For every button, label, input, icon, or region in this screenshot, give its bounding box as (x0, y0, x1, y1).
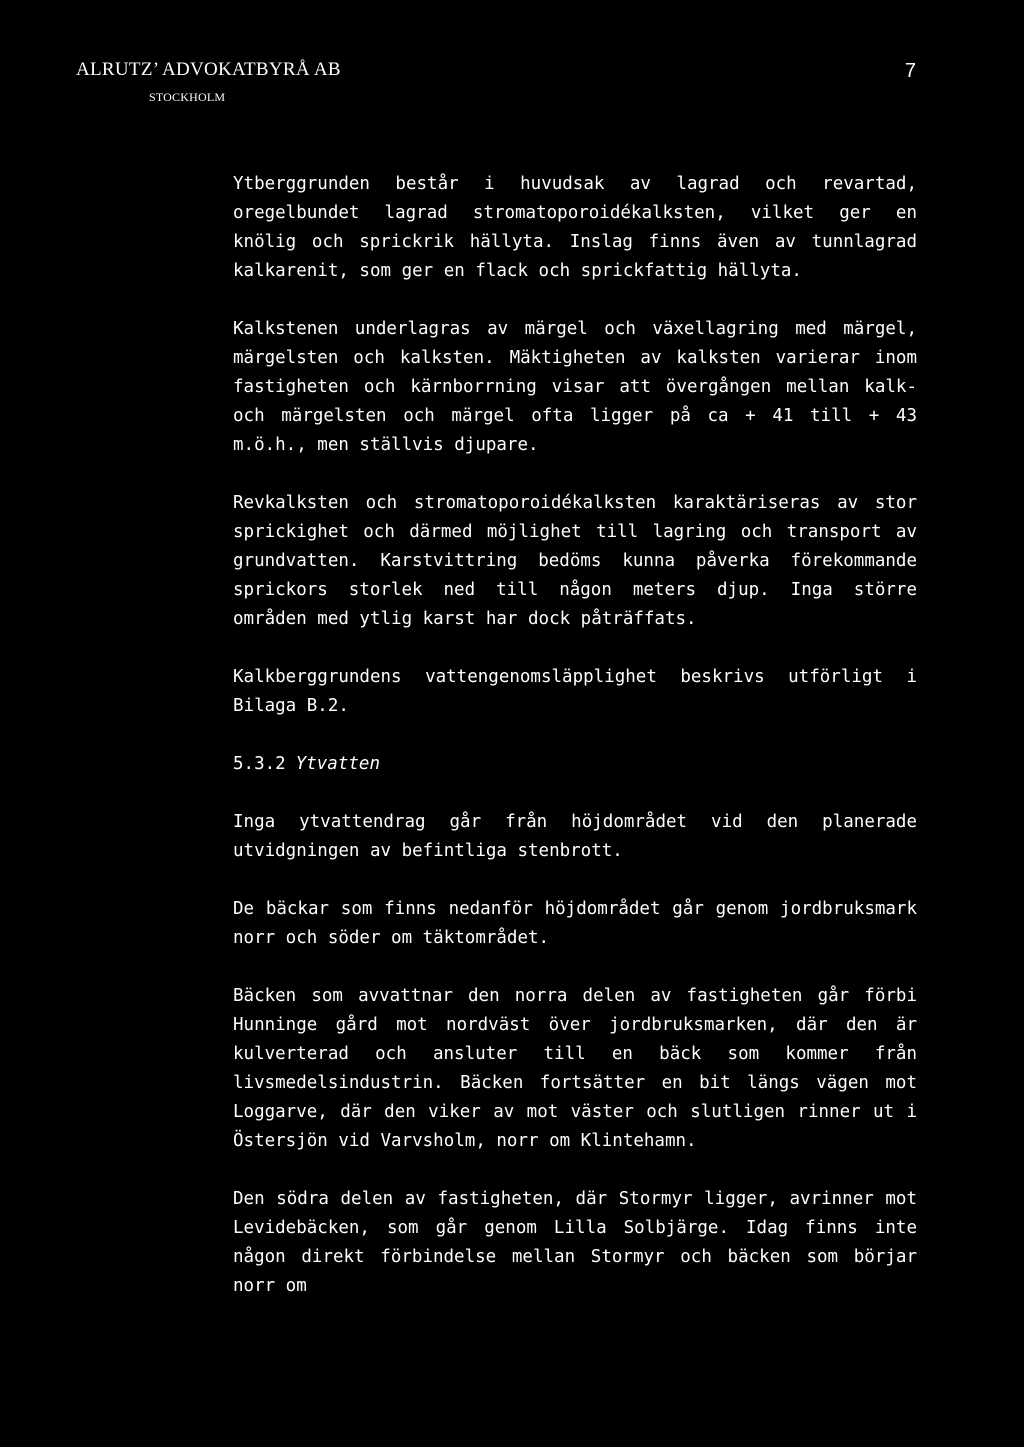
paragraph-permeability: Kalkberggrundens vattengenomsläpplighet beskrivs utförligt i Bilaga B.2. (233, 667, 917, 716)
paragraph-southern-drainage: Den södra delen av fastigheten, där Stormyr ligger, avrinner mot Levidebäcken, som går genom Lilla Solbjärge. Idag finns inte någon direkt förbindelse mellan Stormyr och bäcken som börjar norr om (233, 1189, 917, 1296)
firm-city: STOCKHOLM (149, 90, 226, 104)
paragraph-bedrock-surface: Ytberggrunden består i huvudsak av lagrad och revartad, oregelbundet lagrad stromatoporoidékalksten, vilket ger en knölig och sprickrik hällyta. Inslag finns även av tunnlagrad kalkarenit, som ger en flack och sprickfattig hällyta. (233, 174, 917, 281)
section-title: Ytvatten (295, 754, 380, 774)
letterhead (76, 58, 936, 105)
section-heading (233, 750, 917, 779)
firm-name: ALRUTZ’ ADVOKATBYRÅ AB (76, 59, 341, 80)
paragraph-reef-limestone: Revkalksten och stromatoporoidékalksten karaktäriseras av stor sprickighet och därmed möjlighet till lagring och transport av grundvatten. Karstvittring bedöms kunna påverka förekommande sprickors storlek ned till någon meters djup. Inga större områden med ytlig karst har dock påträffats. (233, 493, 917, 629)
paragraph-northern-stream: Bäcken som avvattnar den norra delen av fastigheten går förbi Hunninge gård mot nordväst över jordbruksmarken, där den är kulverterad och ansluter till en bäck som kommer från livsmedelsindustrin. Bäcken fortsätter en bit längs vägen mot Loggarve, där den viker av mot väster och slutligen rinner ut i Östersjön vid Varvsholm, norr om Klintehamn. (233, 986, 917, 1151)
paragraph-limestone-underlay: Kalkstenen underlagras av märgel och växellagring med märgel, märgelsten och kalksten. Mäktigheten av kalksten varierar inom fastigheten och kärnborrning visar att övergången mellan kalk- och märgelsten och märgel ofta ligger på ca + 41 till + 43 m.ö.h., men ställvis djupare. (233, 319, 917, 455)
section-number: 5.3.2 (233, 754, 286, 774)
paragraph-streams: De bäckar som finns nedanför höjdområdet går genom jordbruksmark norr och söder om täktområdet. (233, 899, 917, 948)
paragraph-surface-water: Inga ytvattendrag går från höjdområdet vid den planerade utvidgningen av befintliga stenbrott. (233, 812, 917, 861)
page-number: 7 (904, 60, 916, 82)
document-body (233, 170, 917, 1330)
